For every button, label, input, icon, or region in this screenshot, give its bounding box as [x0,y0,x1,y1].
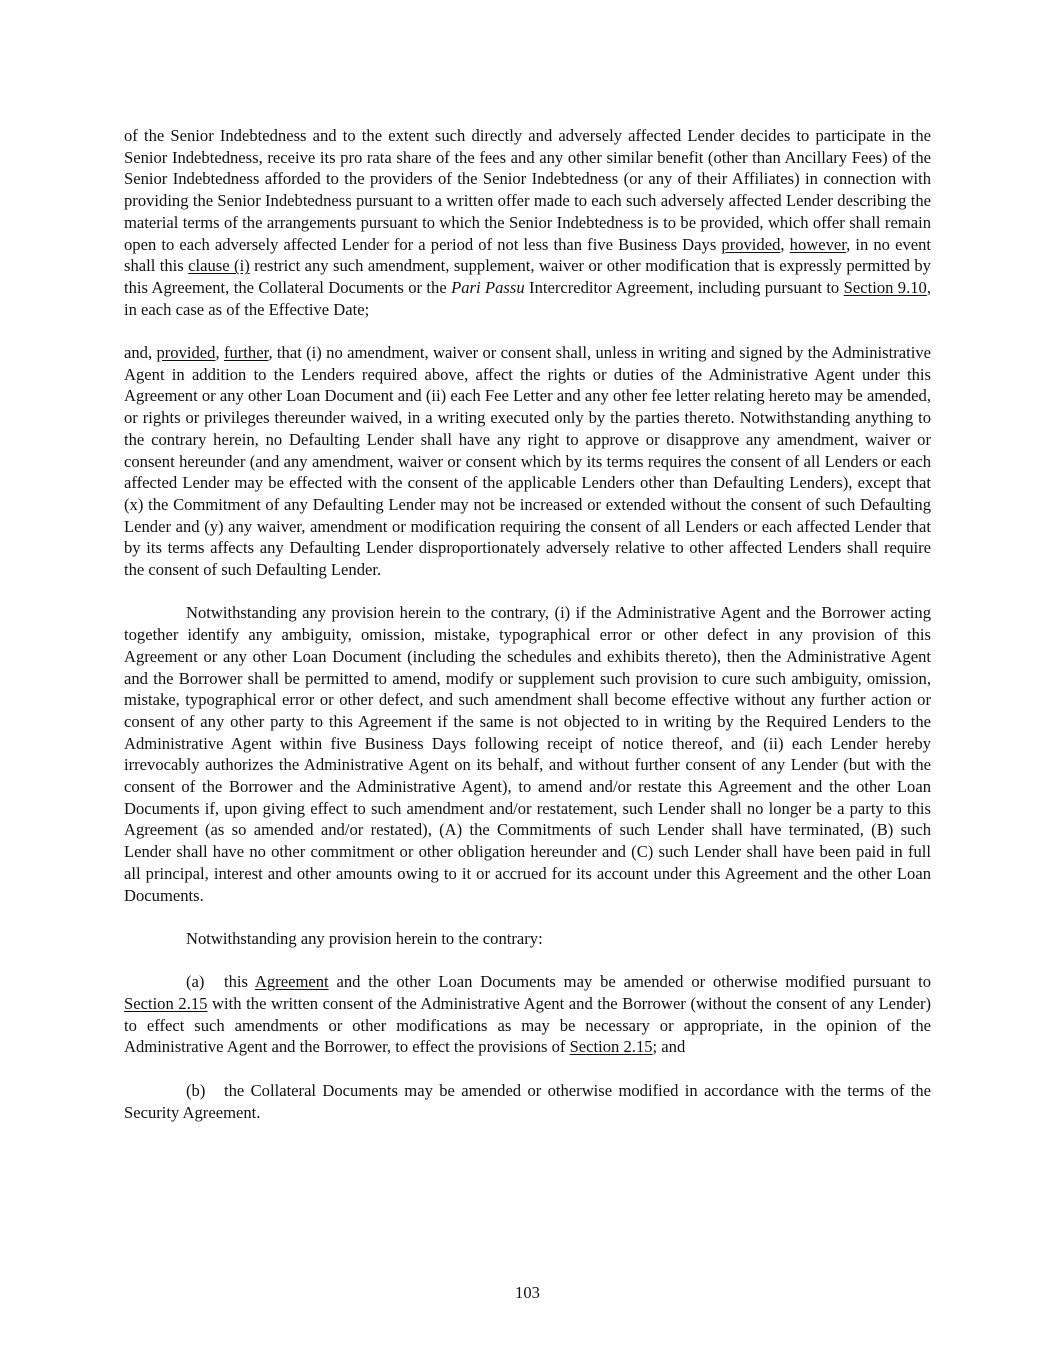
further-term: further [223,343,269,363]
pari-passu-term: Pari Passu [451,277,525,297]
page-number: 103 [515,1283,540,1302]
document-page [124,125,931,1145]
paragraph-senior-indebtedness: of the Senior Indebtedness and to the extent such directly and adversely affected Lender decides to participate in the Senior Indebtedness, receive its pro rata share of the fees and any other similar benefit (other than Ancillary Fees) of the Senior Indebtedness afforded to the providers of the Senior Indebtedness (or any of their Affiliates) in connection with providing the Senior Indebtedness pursuant to a written offer made to each such adversely affected Lender describing the material terms of the arrangements pursuant to which the Senior Indebtedness is to be provided, which offer shall remain open to each adversely affected Lender for a period of not less than five Business Days provided, however, in no event shall this clause (i) restrict any such amendment, supplement, waiver or other modification that is expressly permitted by this Agreement, the Collateral Documents or the Pari Passu Intercreditor Agreement, including pursuant to Section 9.10, in each case as of the Effective Date; [124,126,932,319]
section-reference: Section 2.15 [124,994,208,1014]
agreement-term: Agreement [254,972,329,992]
section-reference: Section 9.10 [843,277,927,297]
list-item-a: (a) this Agreement and the other Loan Documents may be amended or otherwise modified pursuant to Section 2.15 with the written consent of the Administrative Agent and the Borrower (without the consent of any Lender) to effect such amendments or other modifications as may be necessary or appropriate, in the opinion of the Administrative Agent and the Borrower, to effect the provisions of Section 2.15; and [124,972,932,1057]
list-label: (a) [186,972,205,992]
list-label: (b) [186,1080,206,1100]
provided-term: provided [156,343,216,363]
however-term: however [789,234,847,254]
list-item-b: (b) the Collateral Documents may be amended or otherwise modified in accordance with the terms of the Security Agreement. [124,1080,931,1122]
paragraph-provided-further: and, provided, further, that (i) no amendment, waiver or consent shall, unless in writing and signed by the Administrative Agent in addition to the Lenders required above, affect the rights or duties of the Administrative Agent under this Agreement or any other Loan Document and (ii) each Fee Letter and any other fee letter relating hereto may be amended, or rights or privileges thereunder waived, in a writing executed only by the parties thereto. Notwithstanding anything to the contrary herein, no Defaulting Lender shall have any right to approve or disapprove any amendment, waiver or consent hereunder (and any amendment, waiver or consent which by its terms requires the consent of all Lenders or each affected Lender may be effected with the consent of the applicable Lenders other than Defaulting Lenders), except that (x) the Commitment of any Defaulting Lender may not be increased or extended without the consent of such Defaulting Lender and (y) any waiver, amendment or modification requiring the consent of all Lenders or each affected Lender that by its terms affects any Defaulting Lender disproportionately adversely relative to other affected Lenders shall require the consent of such Defaulting Lender. [124,343,931,580]
paragraph-notwithstanding-intro: Notwithstanding any provision herein to the contrary: [186,928,543,948]
section-reference: Section 2.15 [569,1037,653,1057]
clause-reference: clause (i) [188,256,250,276]
provided-term: provided [721,234,781,254]
paragraph-ambiguity-amendments: Notwithstanding any provision herein to the contrary, (i) if the Administrative Agent and the Borrower acting together identify any ambiguity, omission, mistake, typographical error or other defect in any provision of this Agreement or any other Loan Document (including the schedules and exhibits thereto), then the Administrative Agent and the Borrower shall be permitted to amend, modify or supplement such provision to cure such ambiguity, omission, mistake, typographical error or other defect, and such amendment shall become effective without any further action or consent of any other party to this Agreement if the same is not objected to in writing by the Required Lenders to the Administrative Agent within five Business Days following receipt of notice thereof, and (ii) each Lender hereby irrevocably authorizes the Administrative Agent on its behalf, and without further consent of any Lender (but with the consent of the Borrower and the Administrative Agent), to amend and/or restate this Agreement and the other Loan Documents if, upon giving effect to such amendment and/or restatement, such Lender shall no longer be a party to this Agreement (as so amended and/or restated), (A) the Commitments of such Lender shall have terminated, (B) such Lender shall have no other commitment or other obligation hereunder and (C) such Lender shall have been paid in full all principal, interest and other amounts owing to it or accrued for its account under this Agreement and the other Loan Documents. [124,603,931,905]
